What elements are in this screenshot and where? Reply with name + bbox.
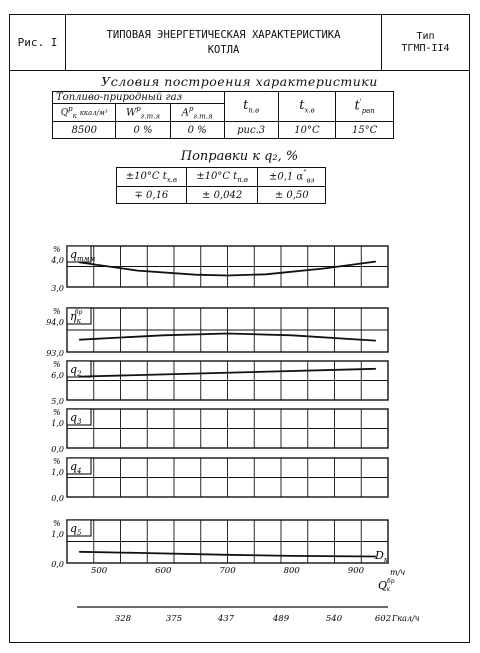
- x-tick-label: 600: [155, 566, 172, 576]
- corr-v3: ± 0,50: [258, 187, 326, 204]
- panel-label-sub: 5: [77, 529, 82, 537]
- panel-unit: %: [53, 519, 61, 528]
- corr-v1: ∓ 0,16: [117, 187, 187, 204]
- x2-tick-label: 489: [272, 614, 290, 624]
- trvp-value: 15°C: [336, 122, 394, 139]
- panel-unit: %: [53, 307, 61, 316]
- x-tick-label: 700: [219, 566, 236, 576]
- conditions-title: Условия построения характеристики: [101, 74, 378, 89]
- x2-axis-symbol: $Q^{бр}$ к: [378, 578, 395, 593]
- trvp-header: $t'_{рвп}$: [336, 92, 394, 122]
- y-tick-label: 0,0: [51, 445, 64, 454]
- y-tick-label: 0,0: [51, 560, 64, 569]
- q-value: 8500: [53, 122, 116, 139]
- y-tick-label: 3,0: [51, 284, 64, 293]
- panel-label: $q_5$: [70, 522, 82, 537]
- panel-label-sub: тмм: [77, 255, 96, 263]
- y-tick-label: 5,0: [51, 397, 64, 406]
- y-tick-label: 6,0: [51, 371, 64, 380]
- a-value: 0 %: [170, 122, 224, 139]
- panel-label: $q_3$: [70, 411, 82, 426]
- y-tick-label: 4,0: [51, 256, 64, 265]
- x2-tick-label: 328: [114, 614, 132, 624]
- characteristic-charts: [10, 15, 471, 644]
- title-line-1: ТИПОВАЯ ЭНЕРГЕТИЧЕСКАЯ ХАРАКТЕРИСТИКА: [106, 28, 341, 41]
- panel-label-sub: к: [76, 317, 81, 325]
- x-tick-label: 900: [347, 566, 365, 576]
- panel-label-sub: 2: [77, 370, 82, 378]
- type-value: ТГМП-II4: [401, 42, 450, 54]
- panel-label-sub: 3: [77, 418, 82, 426]
- panel-label-sub: 4: [77, 467, 82, 475]
- x2-axis-symbol-sub: к: [386, 586, 391, 593]
- x2-tick-label: 375: [165, 614, 183, 624]
- y-tick-label: 0,0: [51, 494, 64, 503]
- y-tick-label: 94,0: [46, 318, 64, 327]
- w-value: 0 %: [116, 122, 170, 139]
- y-tick-label: 1,0: [51, 419, 64, 428]
- type-label: Тип: [416, 30, 435, 42]
- x2-tick-label: 602: [374, 614, 392, 624]
- x-tick-label: 500: [90, 566, 108, 576]
- y-tick-label: 93,0: [46, 349, 64, 358]
- title-line-2: КОТЛА: [207, 43, 240, 56]
- document-sheet: [9, 14, 470, 643]
- corr-h2: ±10°C $t_{п.в}$: [186, 168, 258, 187]
- panel-unit: %: [53, 360, 61, 369]
- panel-label: $\eta_кбр$: [70, 309, 83, 325]
- corrections-title: Поправки к q₂, %: [180, 149, 299, 164]
- w-header: $W^р_{г.т.я}$: [116, 104, 170, 122]
- panel-label: $q_4$: [70, 460, 82, 475]
- panel-label: $q_{тмм}$: [70, 248, 96, 263]
- x2-tick-label: 437: [217, 614, 235, 624]
- tpv-value: рис.3: [224, 122, 278, 139]
- fuel-label: Топливо-природный газ: [53, 92, 225, 104]
- curve-end-label: $D_к$: [375, 549, 389, 564]
- corr-h3: ±0,1 $\alpha^"_{вэ}$: [258, 168, 326, 187]
- x2-axis-unit: Гкал/ч: [392, 614, 420, 623]
- a-header: $A^р_{г.т.я}$: [170, 104, 224, 122]
- corr-h1: ±10°C $t_{х.в}$: [117, 168, 187, 187]
- y-tick-label: 1,0: [51, 468, 64, 477]
- x-tick-label: 800: [283, 566, 300, 576]
- panel-unit: %: [53, 245, 61, 254]
- panel-label: $q_2$: [70, 363, 82, 378]
- q-header: $Q^р_к$ ккал/м³: [53, 104, 116, 122]
- y-tick-label: 1,0: [51, 530, 64, 539]
- curve-end-label-sub: к: [383, 556, 389, 564]
- txv-header: $t_{х.в}$: [278, 92, 336, 122]
- panel-unit: %: [53, 457, 61, 466]
- txv-value: 10°C: [278, 122, 336, 139]
- corr-v2: ± 0,042: [186, 187, 258, 204]
- tpv-header: $t_{п.в}$: [224, 92, 278, 122]
- panel-unit: %: [53, 408, 61, 417]
- x2-tick-label: 540: [325, 614, 343, 624]
- panel-label-sup: бр: [74, 309, 83, 316]
- x-axis-unit: т/ч: [390, 568, 406, 577]
- figure-label: Рис. I: [10, 15, 66, 70]
- x2-axis-symbol-sup: бр: [387, 578, 395, 585]
